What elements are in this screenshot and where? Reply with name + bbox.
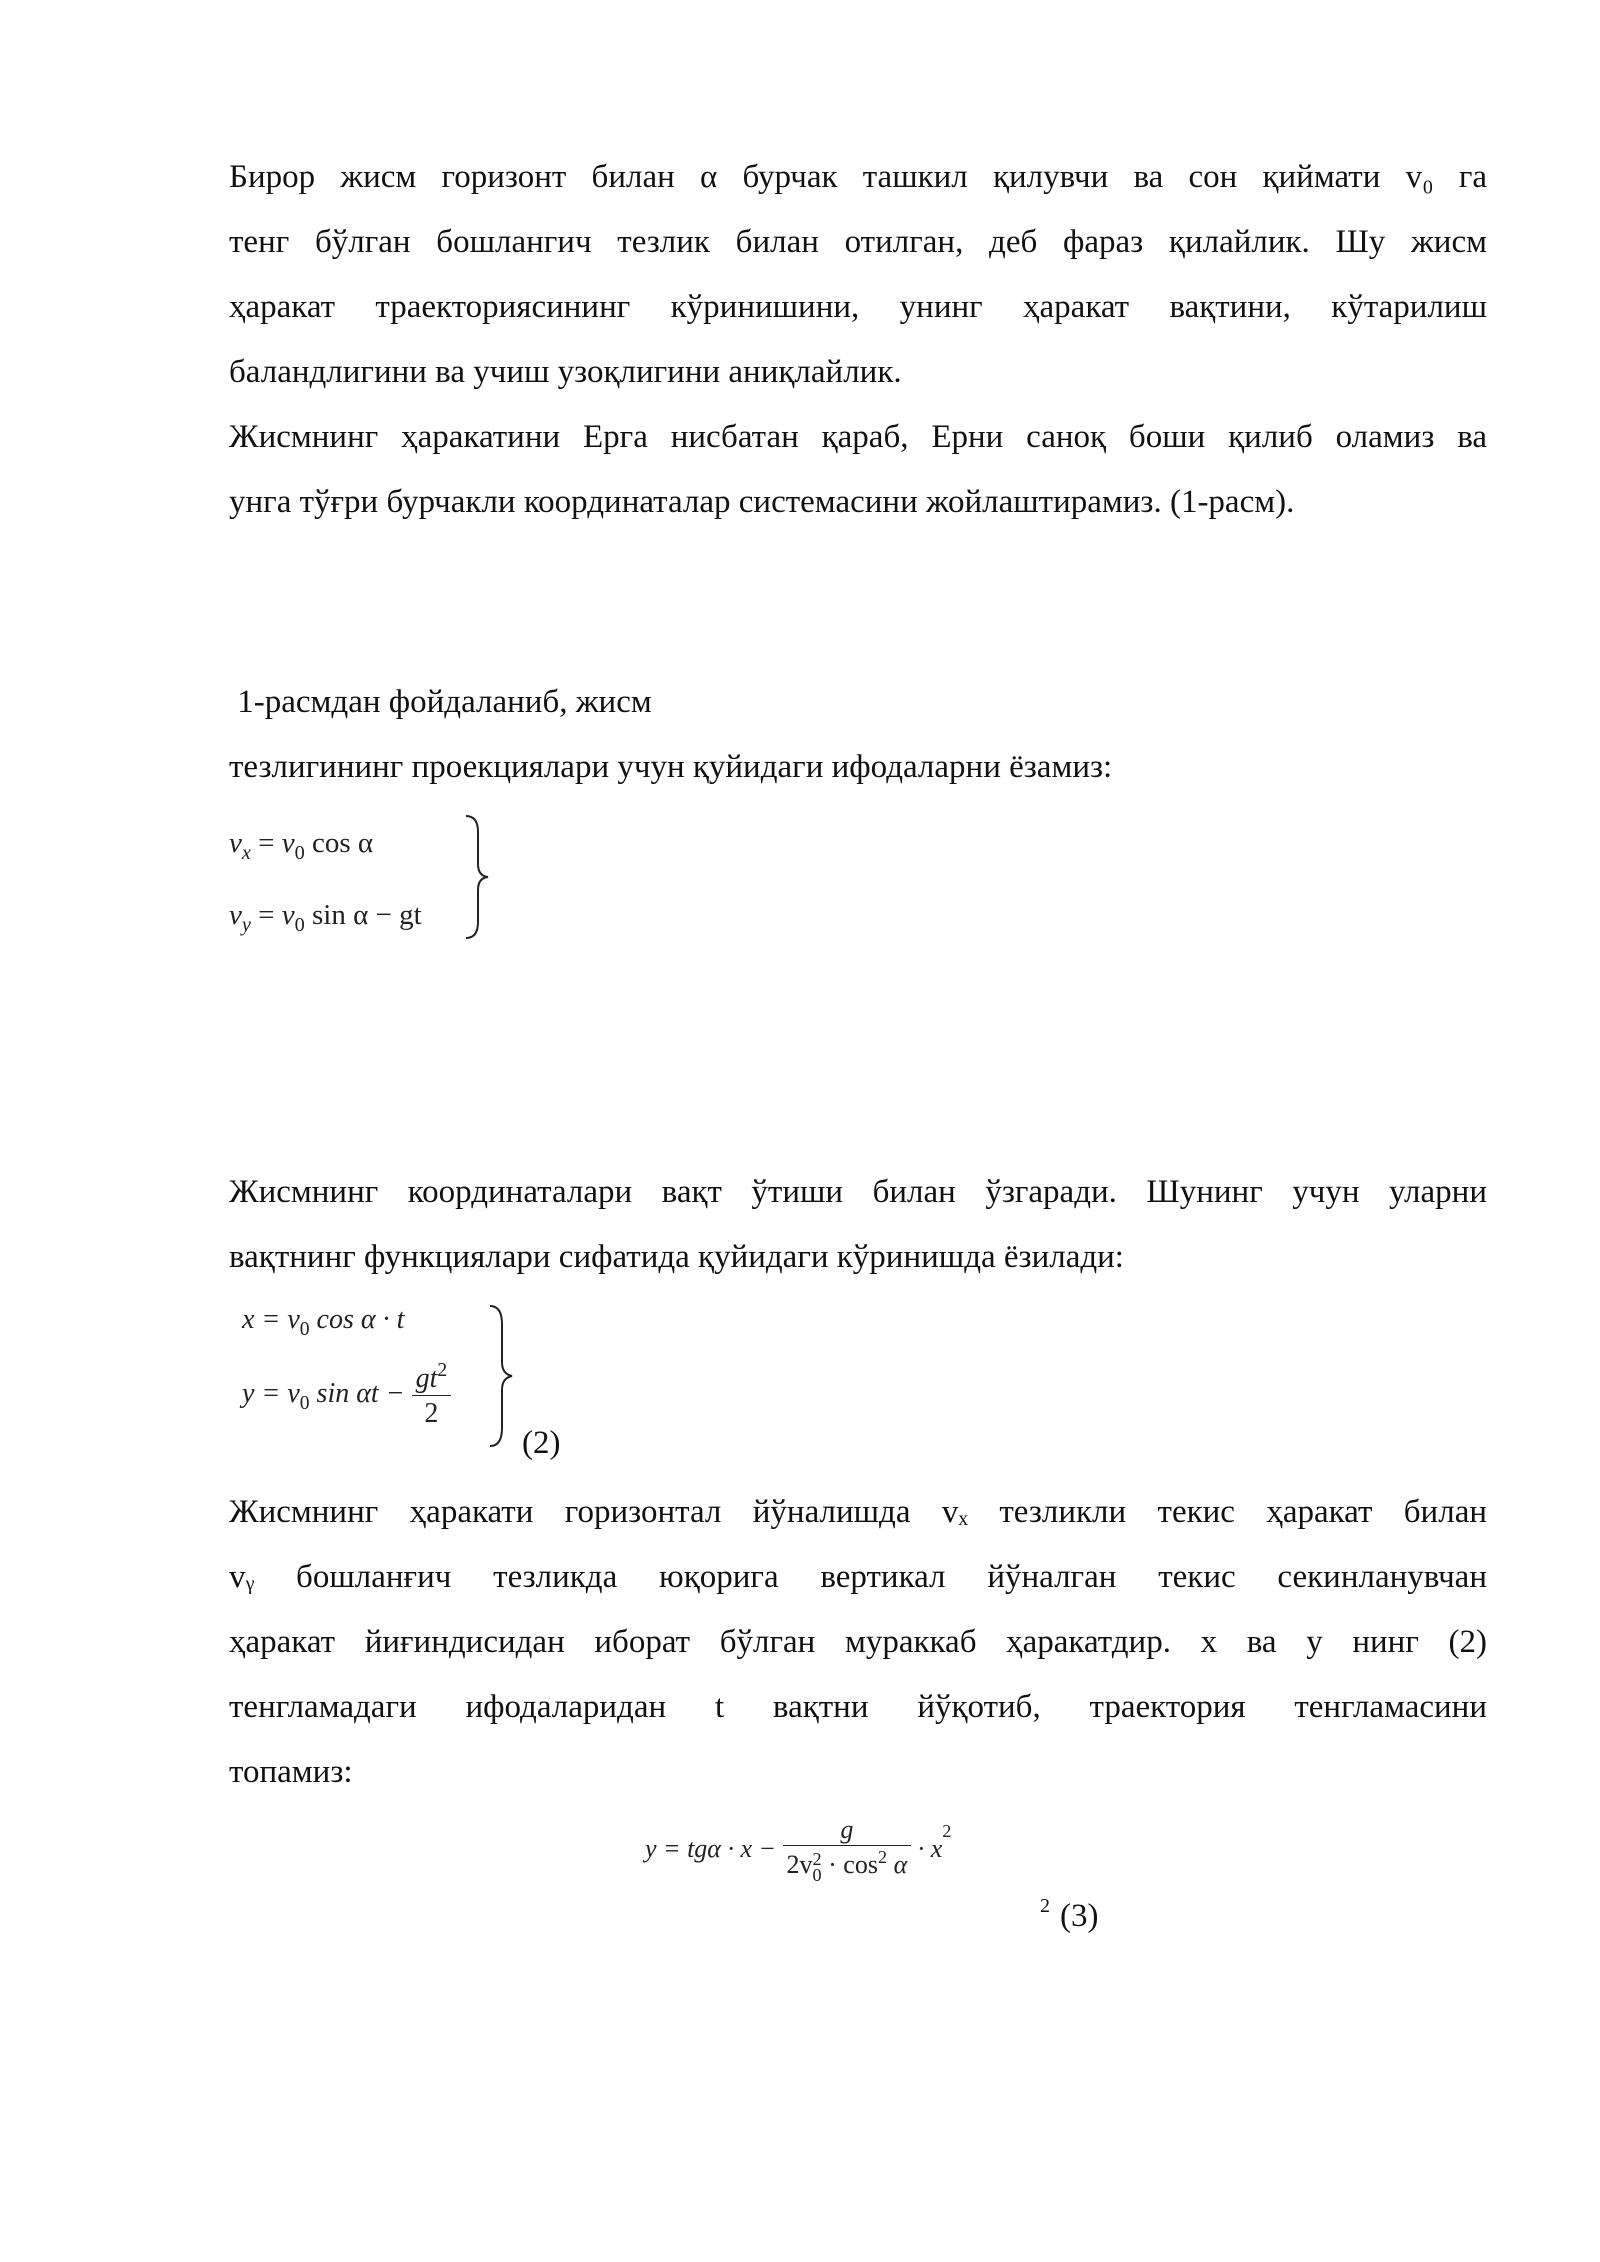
formula-row-y: $y = v_0$ sin αt − $\frac{gt^2}{2}$ xyxy=(242,1360,451,1431)
paragraph-figure-ref: 1-расмдан фойдаланиб, жисм xyxy=(229,684,652,720)
formula-row-x: $x = v_0$ cos α · t xyxy=(242,1304,405,1340)
paragraph-coordinate-system xyxy=(229,405,1487,535)
text-line: баландлигини ва учиш узоқлигини аниқлайлик. xyxy=(229,354,902,390)
text-line: тенгламадаги ифодаларидан t вақтни йўқотиб, траектория тенгламасини xyxy=(229,1689,1487,1725)
formula-velocity-projections xyxy=(229,812,422,956)
fraction: $\frac{gt^2}{2}$ xyxy=(412,1360,452,1431)
text-line: vᵧ бошланғич тезликда юқорига вертикал йўналган текис секинланувчан xyxy=(229,1559,1487,1595)
formula-row-vx: $v_x = v_0$ cos α xyxy=(229,827,374,865)
text-line: топамиз: xyxy=(229,1754,353,1790)
right-brace-icon xyxy=(462,812,492,942)
text-line: вақтнинг функциялари сифатида қуйидаги кўринишда ёзилади: xyxy=(229,1239,1124,1275)
text-line: Бирор жисм горизонт билан α бурчак ташкил қилувчи ва сон қиймати v₀ га xyxy=(229,159,1487,195)
paragraph-projections: тезлигининг проекциялари учун қуйидаги ифодаларни ёзамиз: xyxy=(229,749,1113,785)
formula-trajectory: y = tgα · x − g 2v 2 0 · $\cos^2 \alpha$ · $x^2$ xyxy=(645,1815,952,1885)
paragraph-coordinates xyxy=(229,1160,1487,1290)
text-line: тенг бўлган бошлангич тезлик билан отилган, деб фараз қилайлик. Шу жисм xyxy=(229,224,1487,260)
formula-row-vy: $v_y = v_0$ sin α − gt xyxy=(229,899,422,937)
text-line: ҳаракат йиғиндисидан иборат бўлган мураккаб ҳаракатдир. x ва y нинг (2) xyxy=(229,1624,1487,1660)
equation-number: (3) xyxy=(1060,1898,1099,1934)
footnote-marker: 2 xyxy=(1040,1895,1050,1917)
text-line: Жисмнинг ҳаракати горизонтал йўналишда vₓ тезликли текис ҳаракат билан xyxy=(229,1494,1487,1530)
right-brace-icon xyxy=(486,1302,516,1450)
formula-coordinates xyxy=(242,1300,451,1431)
text-line: ҳаракат траекториясининг кўринишини, унинг ҳаракат вақтини, кўтарилиш xyxy=(229,289,1487,325)
text-line: унга тўғри бурчакли координаталар системасини жойлаштирамиз. (1-расм). xyxy=(229,484,1295,520)
text-line: Жисмнинг ҳаракатини Ерга нисбатан қараб, Ерни саноқ боши қилиб оламиз ва xyxy=(229,419,1487,455)
fraction: g 2v 2 0 · $\cos^2 \alpha$ xyxy=(783,1815,912,1883)
paragraph-trajectory xyxy=(229,1480,1487,1805)
text-line: Жисмнинг координаталари вақт ўтиши билан ўзгаради. Шунинг учун уларни xyxy=(229,1174,1487,1210)
equation-number: (2) xyxy=(522,1425,561,1461)
paragraph-intro xyxy=(229,145,1487,405)
